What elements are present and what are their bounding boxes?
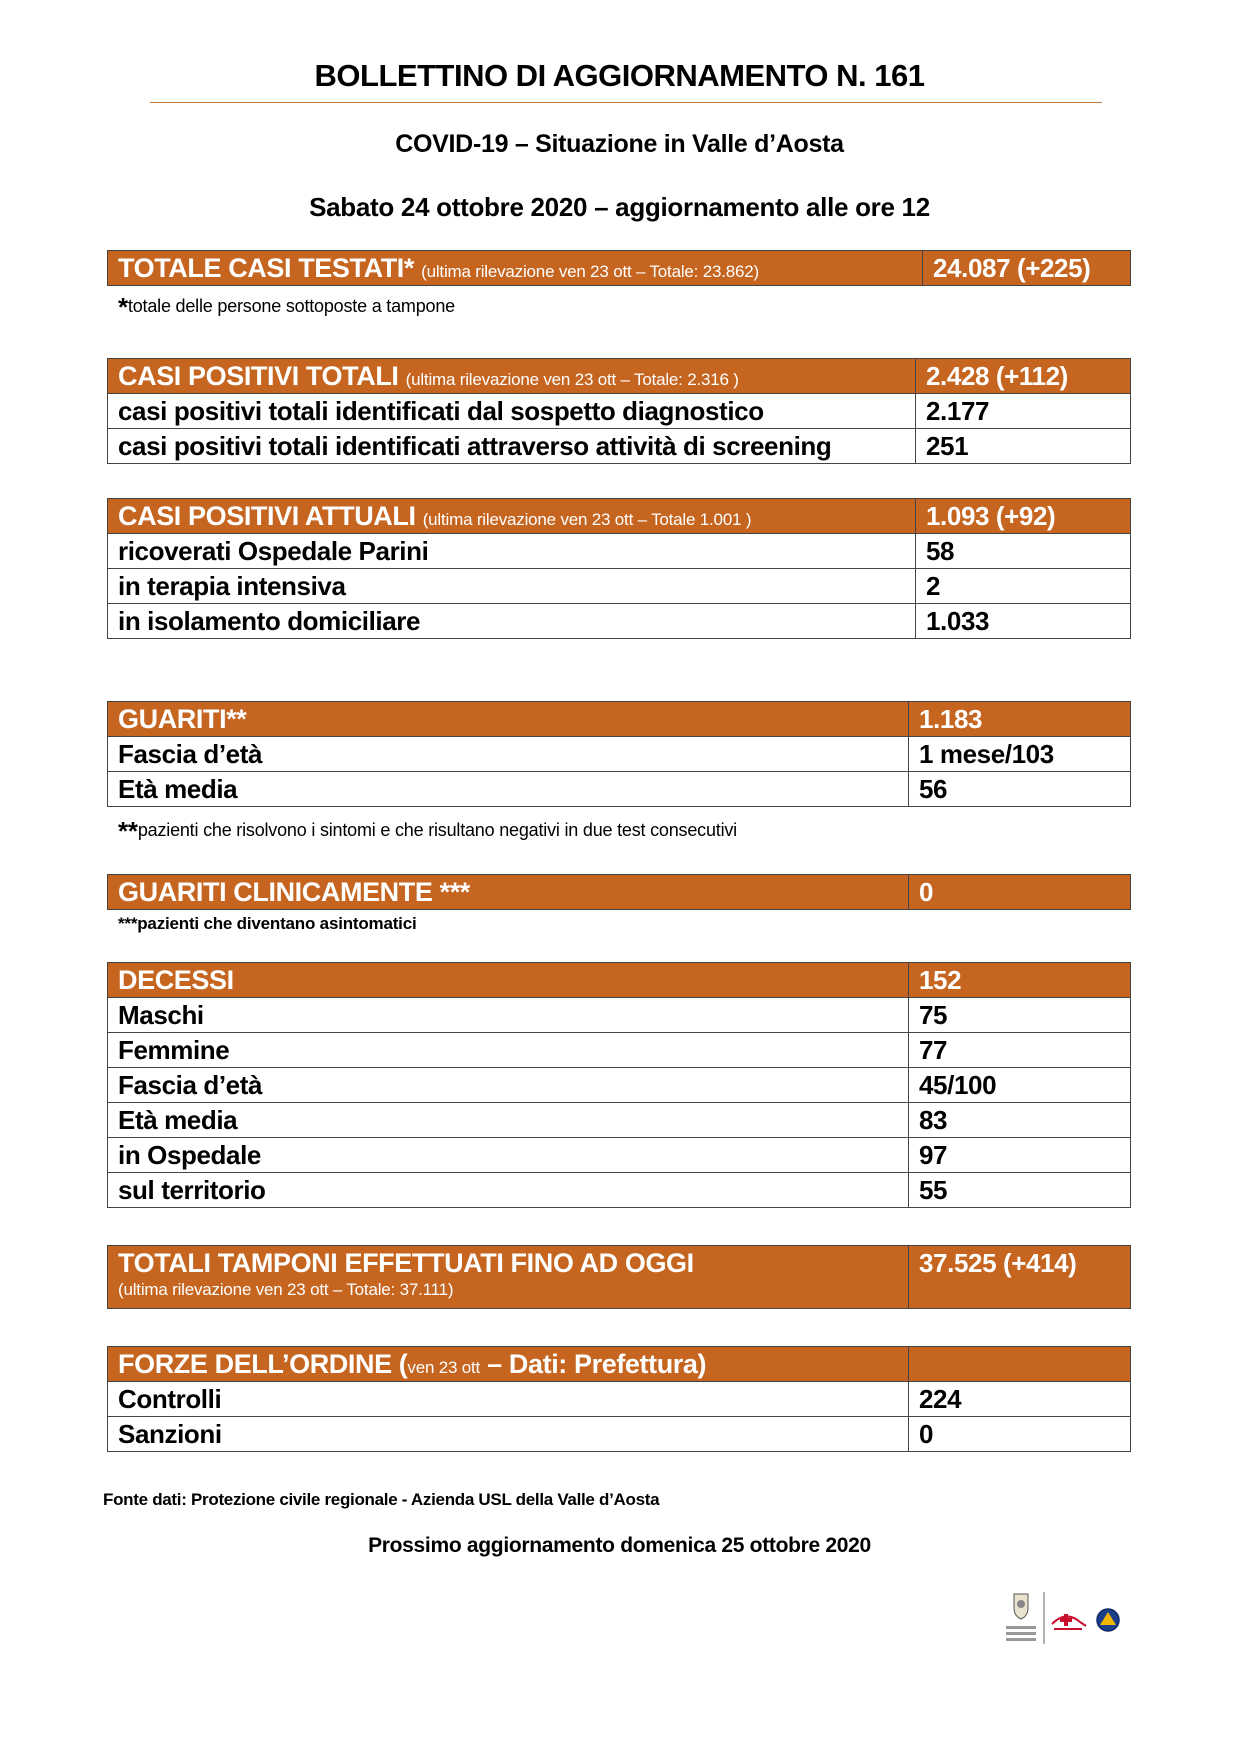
guariti-clinicamente-footnote-text: pazienti che diventano asintomatici	[137, 914, 417, 933]
row-value: 97	[909, 1138, 1131, 1173]
table-row	[108, 1417, 1131, 1452]
guariti-value: 1.183	[909, 702, 1131, 737]
positivi-totali-label: CASI POSITIVI TOTALI	[118, 360, 399, 391]
decessi-value: 152	[909, 963, 1131, 998]
table-row	[108, 1103, 1131, 1138]
testati-label: TOTALE CASI TESTATI	[118, 252, 404, 283]
guariti-table	[107, 701, 1131, 807]
guariti-label: GUARITI	[118, 703, 227, 734]
bulletin-date: Sabato 24 ottobre 2020 – aggiornamento alle ore 12	[309, 192, 930, 222]
row-label: casi positivi totali identificati attraverso attività di screening	[108, 429, 916, 464]
row-value: 45/100	[909, 1068, 1131, 1103]
positivi-totali-table	[107, 358, 1131, 464]
row-value: 251	[916, 429, 1131, 464]
row-value: 2	[916, 569, 1131, 604]
next-update-note: Prossimo aggiornamento domenica 25 ottobre 2020	[368, 1534, 871, 1557]
guariti-footnote-star: **	[118, 816, 138, 846]
guariti-clinicamente-value: 0	[909, 875, 1131, 910]
table-row	[108, 772, 1131, 807]
guariti-clinicamente-table	[107, 874, 1131, 910]
red-cross-logo	[1052, 1614, 1086, 1630]
positivi-attuali-label: CASI POSITIVI ATTUALI	[118, 500, 416, 531]
table-row	[108, 569, 1131, 604]
table-row	[108, 1138, 1131, 1173]
guariti-clinicamente-footnote-star: ***	[118, 914, 138, 933]
positivi-attuali-note: (ultima rilevazione ven 23 ott – Totale 1.001 )	[422, 509, 752, 529]
row-label: in terapia intensiva	[108, 569, 916, 604]
table-row	[108, 737, 1131, 772]
positivi-attuali-label-cell	[108, 499, 916, 534]
title-divider	[150, 102, 1102, 103]
tamponi-label: TOTALI TAMPONI EFFETTUATI FINO AD OGGI	[118, 1248, 694, 1278]
positivi-attuali-header-row	[108, 499, 1131, 534]
table-row	[108, 1382, 1131, 1417]
row-label: Maschi	[108, 998, 909, 1033]
row-value: 58	[916, 534, 1131, 569]
row-label: Fascia d’età	[108, 1068, 909, 1103]
row-label: in isolamento domiciliare	[108, 604, 916, 639]
tamponi-header-row	[108, 1246, 1131, 1309]
testati-footnote	[118, 292, 455, 323]
guariti-clinicamente-label-cell	[108, 875, 909, 910]
forze-ordine-header-row	[108, 1347, 1131, 1382]
table-row	[108, 534, 1131, 569]
guariti-footnote-text: pazienti che risolvono i sintomi e che risultano negativi in due test consecutivi	[137, 820, 737, 840]
data-source-note: Fonte dati: Protezione civile regionale - Azienda USL della Valle d’Aosta	[103, 1490, 660, 1509]
testati-footnote-text: totale delle persone sottoposte a tampone	[127, 296, 455, 316]
bulletin-subtitle: COVID-19 – Situazione in Valle d’Aosta	[395, 130, 844, 158]
testati-star: *	[403, 252, 415, 283]
table-row	[108, 604, 1131, 639]
table-row	[108, 998, 1131, 1033]
row-label: Età media	[108, 1103, 909, 1138]
table-row	[108, 1173, 1131, 1208]
row-label: casi positivi totali identificati dal sospetto diagnostico	[108, 394, 916, 429]
row-value: 1.033	[916, 604, 1131, 639]
row-label: Controlli	[108, 1382, 909, 1417]
institutional-logos	[1000, 1590, 1130, 1648]
decessi-label: DECESSI	[108, 963, 909, 998]
forze-ordine-value	[909, 1347, 1131, 1382]
row-value: 75	[909, 998, 1131, 1033]
table-row	[108, 1033, 1131, 1068]
guariti-star: **	[226, 703, 247, 734]
testati-footnote-star: *	[118, 292, 128, 322]
positivi-totali-note: (ultima rilevazione ven 23 ott – Totale: 2.316 )	[405, 369, 739, 389]
row-label: Fascia d’età	[108, 737, 909, 772]
row-value: 0	[909, 1417, 1131, 1452]
guariti-header-row	[108, 702, 1131, 737]
positivi-attuali-value: 1.093 (+92)	[916, 499, 1131, 534]
table-row	[108, 394, 1131, 429]
row-value: 55	[909, 1173, 1131, 1208]
row-value: 2.177	[916, 394, 1131, 429]
row-label: sul territorio	[108, 1173, 909, 1208]
forze-ordine-label-tail: – Dati: Prefettura)	[480, 1348, 707, 1379]
positivi-totali-value: 2.428 (+112)	[916, 359, 1131, 394]
table-row	[108, 1068, 1131, 1103]
testati-table	[107, 250, 1131, 286]
forze-ordine-table	[107, 1346, 1131, 1452]
tamponi-value: 37.525 (+414)	[909, 1246, 1131, 1309]
row-label: Sanzioni	[108, 1417, 909, 1452]
guariti-clinicamente-star: ***	[439, 876, 470, 907]
forze-ordine-note: ven 23 ott	[407, 1357, 481, 1377]
guariti-label-cell	[108, 702, 909, 737]
tamponi-label-cell	[108, 1246, 909, 1309]
forze-ordine-label-cell	[108, 1347, 909, 1382]
bulletin-title: BOLLETTINO DI AGGIORNAMENTO N. 161	[314, 58, 925, 93]
guariti-clinicamente-footnote	[118, 914, 416, 934]
forze-ordine-label: FORZE DELL’ORDINE (	[118, 1348, 408, 1379]
regione-valle-d-aosta-logo	[1006, 1594, 1036, 1641]
decessi-table	[107, 962, 1131, 1208]
guariti-clinicamente-header-row	[108, 875, 1131, 910]
tamponi-table	[107, 1245, 1131, 1309]
row-label: Femmine	[108, 1033, 909, 1068]
row-value: 77	[909, 1033, 1131, 1068]
table-row	[108, 429, 1131, 464]
row-label: ricoverati Ospedale Parini	[108, 534, 916, 569]
guariti-clinicamente-label: GUARITI CLINICAMENTE	[118, 876, 433, 907]
testati-label-cell	[108, 251, 923, 286]
positivi-totali-header-row	[108, 359, 1131, 394]
tamponi-note: (ultima rilevazione ven 23 ott – Totale: 37.111)	[118, 1280, 454, 1299]
guariti-footnote	[118, 816, 737, 847]
positivi-totali-label-cell	[108, 359, 916, 394]
row-value: 83	[909, 1103, 1131, 1138]
row-label: in Ospedale	[108, 1138, 909, 1173]
row-value: 1 mese/103	[909, 737, 1131, 772]
row-label: Età media	[108, 772, 909, 807]
testati-note: (ultima rilevazione ven 23 ott – Totale: 23.862)	[421, 261, 759, 281]
testati-header-row	[108, 251, 1131, 286]
protezione-civile-logo	[1097, 1609, 1119, 1631]
decessi-header-row	[108, 963, 1131, 998]
positivi-attuali-table	[107, 498, 1131, 639]
row-value: 224	[909, 1382, 1131, 1417]
testati-value: 24.087 (+225)	[923, 251, 1131, 286]
row-value: 56	[909, 772, 1131, 807]
